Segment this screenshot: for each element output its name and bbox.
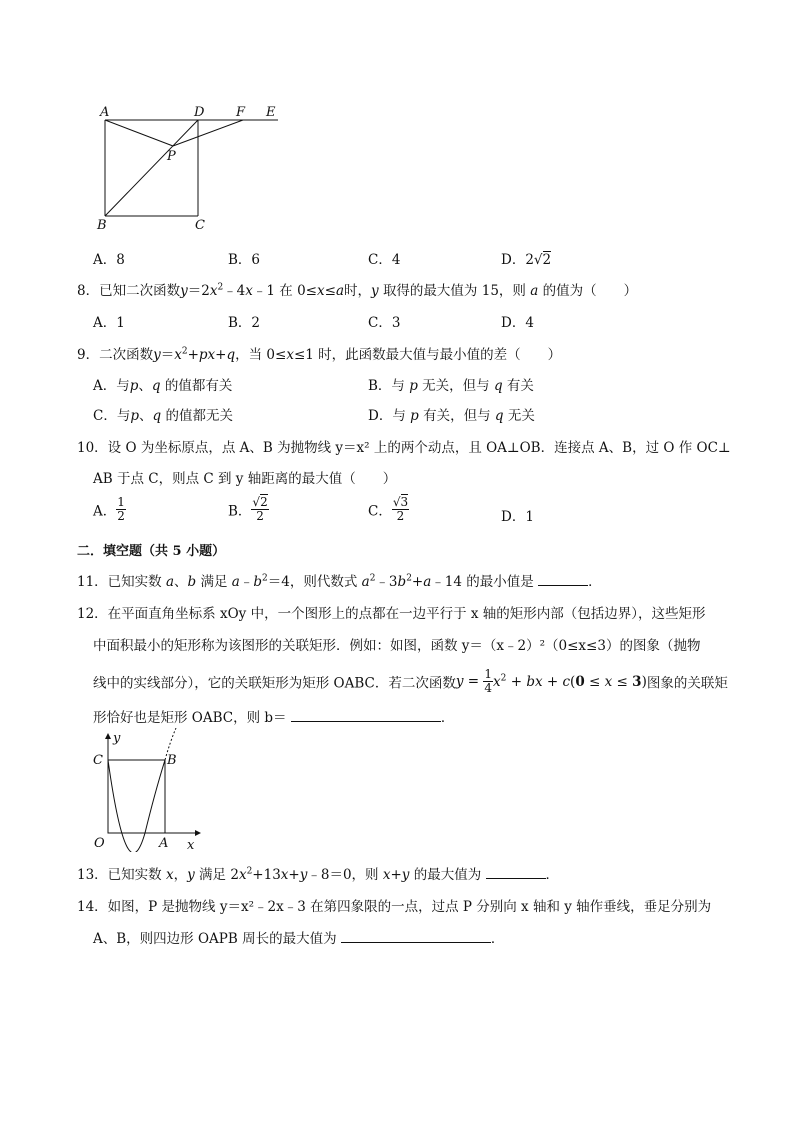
q10-option-d: D．1 (501, 509, 534, 525)
question-13: 13．已知实数 x，y 满足 $2x^2+13x+y﹣8=0$，则 x+y 的最大值为 ． (77, 866, 560, 883)
q8-text2: 在 (279, 283, 293, 299)
q9-option-c: C．与p、q 的值都无关 (93, 408, 233, 424)
q10-option-c: C． $\frac{√3}{2}$ (368, 495, 409, 523)
q9-text2: ，当 0≤ (235, 347, 287, 363)
axis-y: y (113, 731, 121, 746)
q13-text3: ＝0，则 (329, 867, 379, 883)
q8-text1: 8．已知二次函数 (77, 283, 181, 299)
sqrt-sign: √ (533, 252, 543, 268)
q13-text1: 13．已知实数 (77, 867, 162, 883)
square-figure (95, 100, 285, 235)
label-C: C (195, 218, 205, 233)
q10-a-label: A． (93, 503, 117, 520)
q9-d-text: D．与 (368, 408, 406, 424)
label-C: C (93, 753, 103, 768)
q7-option-c: C．4 (368, 252, 401, 268)
label-P: P (167, 149, 176, 164)
q12-line3a: 线中的实线部分），它的关联矩形为矩形 OABC．若二次函数 (93, 675, 456, 692)
q9-b-text3: 有关 (506, 378, 534, 394)
q9-option-d: D．与 p 有关，但与 q 无关 (368, 408, 535, 424)
q9-option-a: A．与p、q 的值都有关 (93, 378, 233, 394)
q10-b-label: B． (228, 503, 252, 520)
question-14-line1: 14．如图，P 是抛物线 y＝x²﹣2x﹣3 在第四象限的一点，过点 P 分别向 x 轴和 y 轴作垂线，垂足分别为 (77, 899, 712, 915)
axis-x: x (187, 838, 195, 852)
q13-text4: 的最大值为 (413, 867, 482, 883)
label-D: D (194, 105, 205, 120)
q9-a-text2: 的值都有关 (164, 378, 233, 394)
q11-text4: 的最小值是 (466, 574, 534, 590)
q10-option-b: B． $\frac{√2}{2}$ (228, 495, 268, 523)
q9-c-text2: 的值都无关 (165, 408, 233, 424)
q7-option-a: A．8 (93, 252, 125, 268)
question-9: 9．二次函数$y=x^2+px+q$，当 0≤x≤1 时，此函数最大值与最小值的差（ ） (77, 346, 562, 363)
label-E: E (266, 105, 276, 120)
q9-a-text: A．与 (93, 378, 130, 394)
label-A: A (100, 105, 110, 120)
q8-text3: 时， (344, 283, 371, 299)
q14-answer-blank[interactable] (341, 930, 491, 943)
q9-text3: ≤1 时，此函数最大值与最小值的差（ ） (293, 347, 562, 363)
q12-line4: 形恰好也是矩形 OABC，则 b＝ (93, 710, 287, 726)
q9-b-text: B．与 (368, 378, 405, 394)
q9-c-text: C．与 (93, 408, 131, 424)
q8-text5: 的值为（ ） (542, 283, 638, 299)
q9-d-text3: 无关 (507, 408, 535, 424)
label-A: A (159, 836, 169, 851)
q13-text2: 满足 (199, 867, 227, 883)
question-14-line2: A、B，则四边形 OAPB 周长的最大值为 ． (93, 931, 505, 947)
question-10-line1: 10．设 O 为坐标原点，点 A、B 为抛物线 y＝x² 上的两个动点，且 OA⊥OB．连接点 A、B，过 O 作 OC⊥ (77, 440, 731, 456)
q11-text3: ＝4，则代数式 (267, 574, 358, 590)
q8-option-b: B．2 (228, 315, 261, 331)
q14-line2: A、B，则四边形 OAPB 周长的最大值为 (93, 931, 337, 947)
question-12-line2: 中面积最小的矩形称为该图形的关联矩形．例如：如图，函数 y＝（x﹣2）²（0≤x≤3）的图象（抛物 (93, 638, 701, 654)
q8-option-c: C．3 (368, 315, 401, 331)
q7-option-b: B．6 (228, 252, 261, 268)
q12-answer-blank[interactable] (291, 709, 441, 722)
q8-option-a: A．1 (93, 315, 125, 331)
q11-text1: 11．已知实数 (77, 574, 162, 590)
section-2-heading: 二．填空题（共 5 小题） (77, 544, 226, 559)
parabola-figure (88, 728, 208, 852)
q8-option-d: D．4 (501, 315, 534, 331)
label-B: B (97, 218, 107, 233)
question-12-line1: 12．在平面直角坐标系 xOy 中，一个图形上的点都在一边平行于 x 轴的矩形内部（包括边界），这些矩形 (77, 606, 706, 622)
q11-answer-blank[interactable] (538, 573, 588, 586)
q7-option-d-root: 2 (542, 252, 552, 268)
q7-option-d (501, 248, 551, 268)
label-O: O (94, 836, 105, 851)
question-12-line4: 形恰好也是矩形 OABC，则 b＝ ． (93, 710, 455, 726)
q13-answer-blank[interactable] (486, 866, 546, 879)
q12-line3b: 图象的关联矩 (646, 675, 728, 692)
question-10-line2: AB 于点 C，则点 C 到 y 轴距离的最大值（ ） (93, 471, 397, 487)
q9-b-text2: 无关，但与 (422, 378, 490, 394)
label-F: F (236, 105, 246, 120)
q11-text2: 满足 (200, 574, 228, 590)
q10-c-label: C． (368, 503, 392, 520)
q9-option-b: B．与 p 无关，但与 q 有关 (368, 378, 534, 394)
label-B: B (167, 753, 177, 768)
q8-text4: 取得的最大值为 15，则 (382, 283, 526, 299)
q9-d-text2: 有关，但与 (423, 408, 491, 424)
q9-text1: 9．二次函数 (77, 347, 154, 363)
question-8: 8．已知二次函数$y=2x^2﹣4x﹣1$ 在 0≤x≤a时，y 取得的最大值为 15，则 a 的值为（ ） (77, 282, 638, 299)
q7-option-d-text: D．2 (501, 252, 534, 268)
question-11: 11．已知实数 a、b 满足 $a﹣b^2=4$，则代数式 $a^2﹣3b^2+a﹣14$ 的最小值是 ． (77, 573, 602, 590)
q10-option-a: A． $\frac{1}{2}$ (93, 495, 125, 523)
question-12-line3: 线中的实线部分），它的关联矩形为矩形 OABC．若二次函数y = $\frac{1}{4}$ $x^2$ + bx + c(0 ≤ x ≤ 3)图象的关联矩 (93, 667, 728, 695)
